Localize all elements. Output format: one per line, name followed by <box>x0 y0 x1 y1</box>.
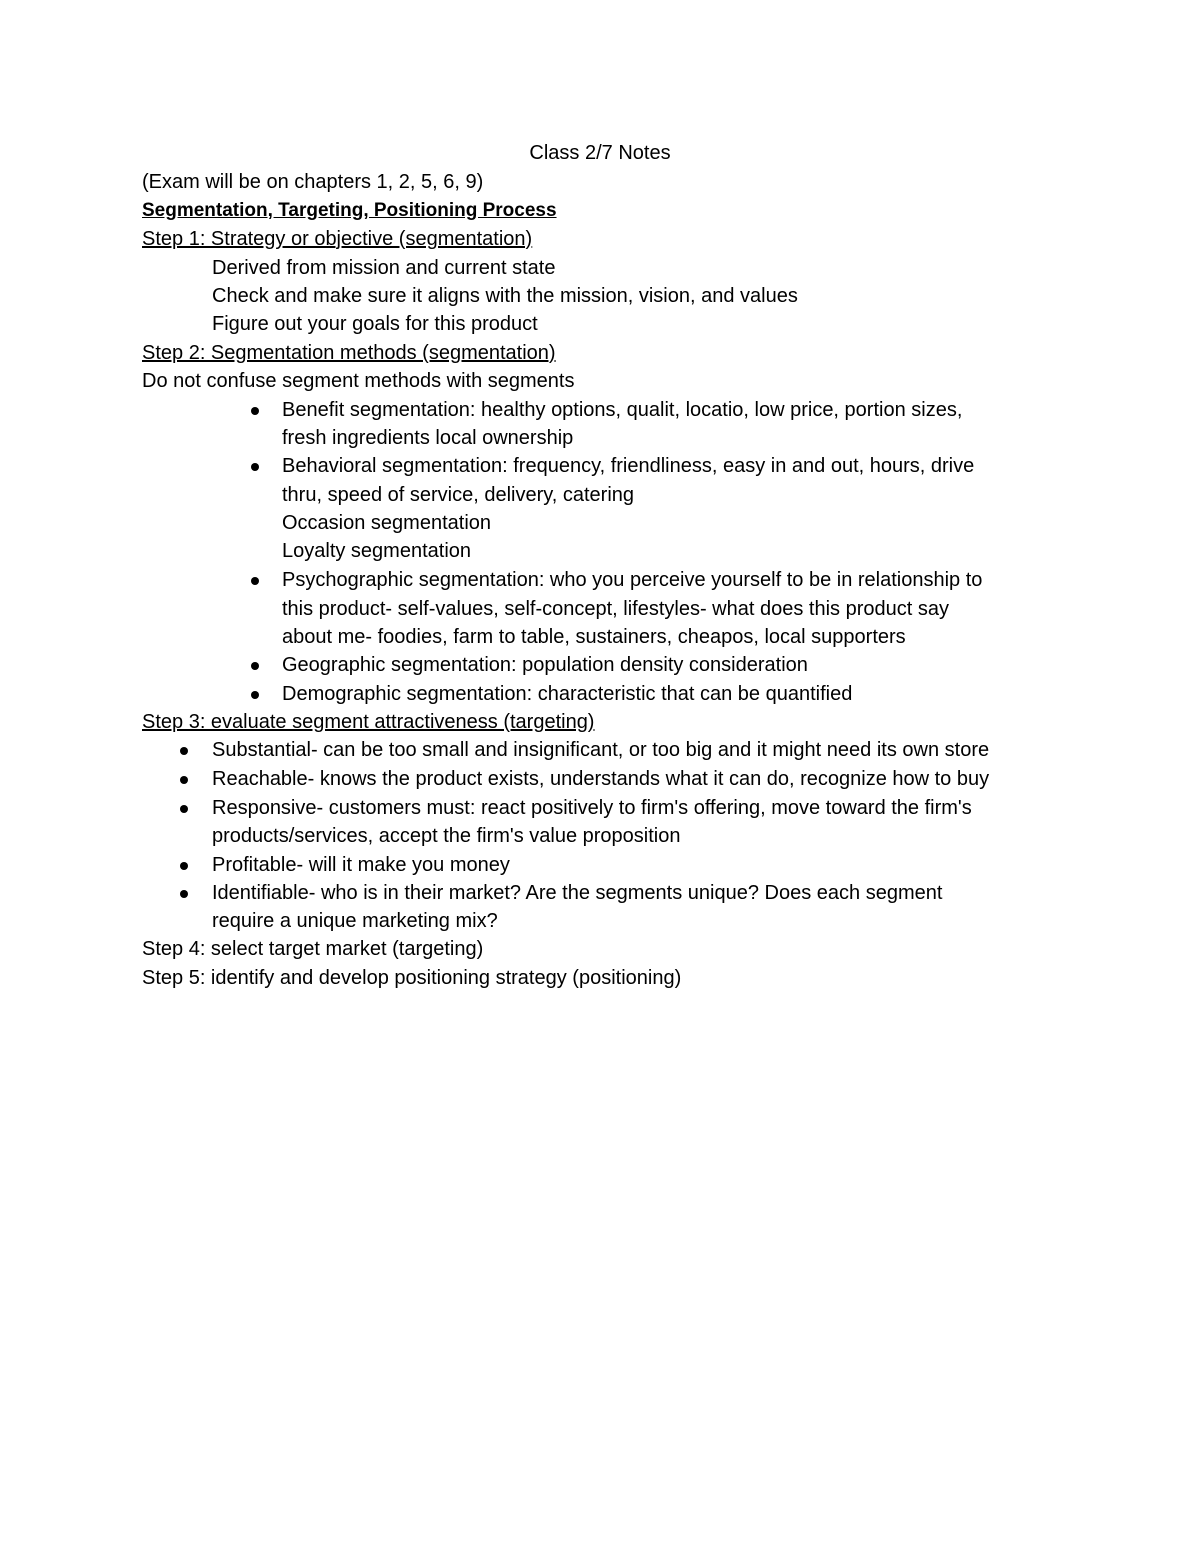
step-2-label: Step 2: Segmentation methods (segmentation) <box>142 342 556 364</box>
list-item: Geographic segmentation: population density consideration <box>282 654 808 676</box>
list-sub-item: Loyalty segmentation <box>282 540 472 562</box>
list-item: Substantial- can be too small and insignificant, or too big and it might need its own store <box>212 739 990 761</box>
step-4-label: Step 4: select target market (targeting) <box>142 938 484 960</box>
step-2-note: Do not confuse segment methods with segments <box>142 370 575 392</box>
list-item-continuation: about me- foodies, farm to table, sustainers, cheapos, local supporters <box>282 626 906 648</box>
list-item: Reachable- knows the product exists, understands what it can do, recognize how to buy <box>212 768 990 790</box>
bullet-icon <box>251 691 259 699</box>
list-item-continuation: require a unique marketing mix? <box>212 910 498 932</box>
list-item: Identifiable- who is in their market? Are the segments unique? Does each segment <box>212 882 943 904</box>
bullet-icon <box>251 577 259 585</box>
list-item: Behavioral segmentation: frequency, friendliness, easy in and out, hours, drive <box>282 455 975 477</box>
step-1-item: Derived from mission and current state <box>212 257 556 279</box>
list-item-continuation: fresh ingredients local ownership <box>282 427 574 449</box>
list-sub-item: Occasion segmentation <box>282 512 492 534</box>
bullet-icon <box>180 862 188 870</box>
step-1-item: Figure out your goals for this product <box>212 313 538 335</box>
step-1-label: Step 1: Strategy or objective (segmentation) <box>142 228 533 250</box>
section-heading: Segmentation, Targeting, Positioning Process <box>142 200 557 221</box>
bullet-icon <box>180 890 188 898</box>
bullet-icon <box>180 805 188 813</box>
bullet-icon <box>251 463 259 471</box>
exam-note: (Exam will be on chapters 1, 2, 5, 6, 9) <box>142 171 484 193</box>
list-item-continuation: thru, speed of service, delivery, catering <box>282 484 635 506</box>
list-item: Benefit segmentation: healthy options, qualit, locatio, low price, portion sizes, <box>282 399 963 421</box>
bullet-icon <box>251 407 259 415</box>
bullet-icon <box>251 662 259 670</box>
list-item: Demographic segmentation: characteristic that can be quantified <box>282 683 853 705</box>
list-item: Profitable- will it make you money <box>212 854 510 876</box>
step-1-item: Check and make sure it aligns with the mission, vision, and values <box>212 285 798 307</box>
bullet-icon <box>180 747 188 755</box>
list-item: Responsive- customers must: react positively to firm's offering, move toward the firm's <box>212 797 972 819</box>
list-item-continuation: this product- self-values, self-concept, lifestyles- what does this product say <box>282 598 949 620</box>
step-3-label: Step 3: evaluate segment attractiveness (targeting) <box>142 711 595 733</box>
list-item-continuation: products/services, accept the firm's value proposition <box>212 825 681 847</box>
bullet-icon <box>180 776 188 784</box>
document-title: Class 2/7 Notes <box>529 142 671 164</box>
step-5-label: Step 5: identify and develop positioning strategy (positioning) <box>142 967 682 989</box>
list-item: Psychographic segmentation: who you perceive yourself to be in relationship to <box>282 569 983 591</box>
